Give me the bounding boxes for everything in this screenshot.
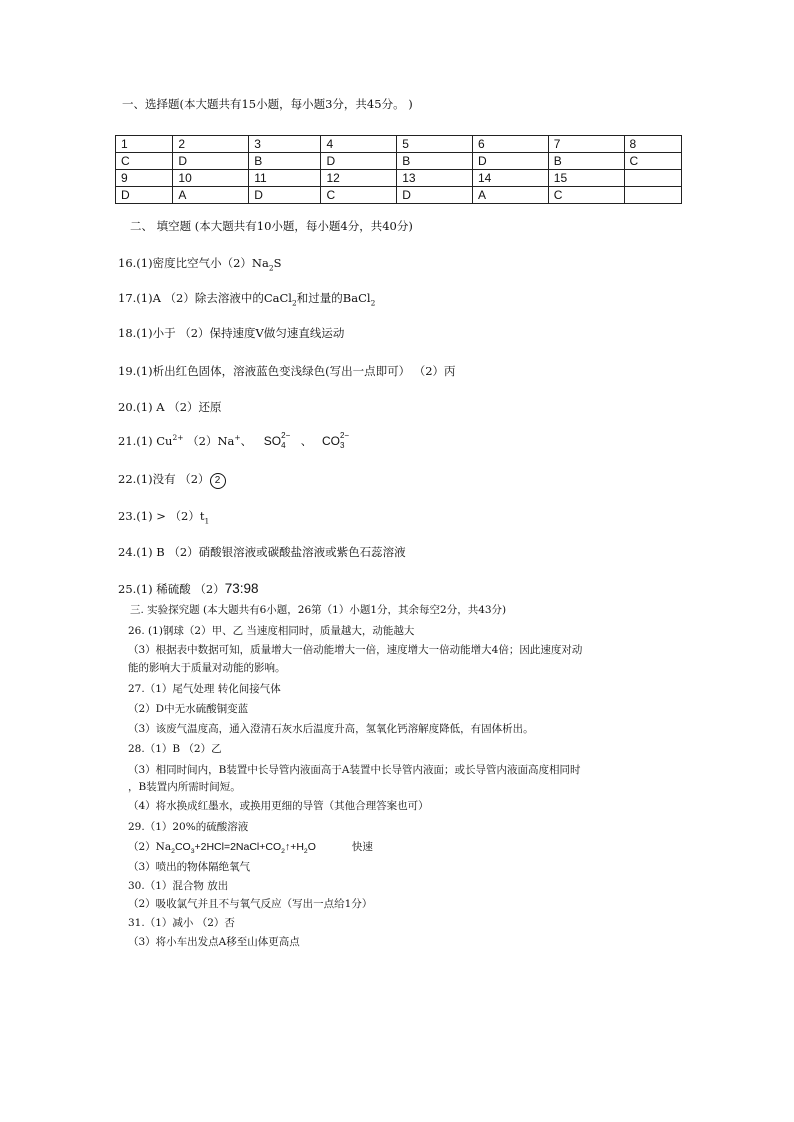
ion-subscript: 3 [339, 441, 345, 450]
table-cell: 15 [548, 170, 624, 187]
answer-27-line: （3）该废气温度高，通入澄清石灰水后温度升高，氢氧化钙溶解度降低，有固体析出。 [128, 723, 534, 735]
table-cell: 6 [473, 136, 549, 153]
subscript: 2 [281, 848, 285, 856]
answer-29-text: （2）Na [128, 841, 172, 853]
answer-19: 19.(1)析出红色固体，溶液蓝色变浅绿色(写出一点即可） （2）丙 [118, 364, 456, 378]
section3-heading: 三. 实验探究题 (本大题共有6小题，26第（1）小题1分，其余每空2分，共43分) [130, 604, 507, 616]
table-cell: A [173, 187, 249, 204]
answer-27-line: （2）D中无水硫酸铜变蓝 [128, 703, 249, 715]
ion-formula: CO [321, 434, 340, 448]
answer-23 [118, 510, 209, 526]
answer-17-text: 和过量的BaCl [296, 291, 371, 305]
table-cell: D [321, 153, 397, 170]
ion-charge: 2− [281, 431, 291, 440]
table-cell: B [249, 153, 321, 170]
table-cell: B [548, 153, 624, 170]
answer-25 [118, 581, 259, 597]
answer-20: 20.(1) A （2）还原 [118, 400, 222, 414]
formula-part: +2HCl=2NaCl+CO [194, 841, 282, 853]
subscript: 3 [190, 848, 195, 856]
answer-26-line: 26. (1)钢球（2）甲、乙 当速度相同时，质量越大，动能越大 [128, 625, 415, 637]
table-cell: D [173, 153, 249, 170]
answer-29-text: 快速 [351, 841, 373, 853]
answer-29-line: （3）喷出的物体隔绝氧气 [128, 861, 251, 873]
subscript: 2 [268, 263, 274, 273]
section2-heading: 二、 填空题 (本大题共有10小题，每小题4分，共40分) [130, 219, 413, 233]
table-cell: 7 [548, 136, 624, 153]
table-cell: 9 [116, 170, 173, 187]
answer-17-text: 17.(1)A （2）除去溶液中的CaCl [118, 291, 292, 305]
answer-31-line: 31.（1）减小 （2）否 [128, 917, 235, 929]
ion-charge: 2− [339, 431, 350, 440]
answer-30-line: （2）吸收氯气并且不与氧气反应（写出一点给1分） [128, 898, 373, 910]
table-cell: D [397, 187, 473, 204]
answer-23-text: 23.(1) > （2）t [118, 509, 205, 523]
table-row [116, 153, 682, 170]
table-cell: C [116, 153, 173, 170]
answer-30-line: 30.（1）混合物 放出 [128, 880, 229, 892]
answer-table [115, 135, 682, 204]
answer-28-line: （4）将水换成红墨水，或换用更细的导管（其他合理答案也可） [128, 800, 429, 812]
subscript: 2 [370, 298, 376, 308]
answer-21-text: 、 [300, 434, 316, 448]
subscript: 2 [303, 848, 308, 856]
answer-26-line: 能的影响大于质量对动能的影响。 [128, 662, 286, 674]
formula-part: CO [174, 841, 191, 853]
ion-formula: SO [263, 434, 282, 448]
table-cell [624, 170, 681, 187]
table-cell: 13 [397, 170, 473, 187]
answer-28-line: ，B装置内所需时间短。 [128, 781, 241, 793]
chemical-equation [171, 841, 316, 856]
answer-24: 24.(1) B （2）硝酸银溶液或碳酸盐溶液或紫色石蕊溶液 [118, 545, 406, 559]
table-cell: 8 [624, 136, 681, 153]
superscript: + [234, 433, 241, 443]
table-cell: C [624, 153, 681, 170]
table-cell: B [397, 153, 473, 170]
answer-21 [118, 431, 350, 450]
answer-29-line: 29.（1）20%的硫酸溶液 [128, 821, 249, 833]
answer-27-line: 27.（1）尾气处理 转化间接气体 [128, 683, 281, 695]
table-cell: 5 [397, 136, 473, 153]
formula-part: ↑+H [284, 841, 304, 853]
answer-22-text: 22.(1)没有 （2） [118, 472, 210, 486]
answer-22 [118, 473, 226, 489]
table-cell: 4 [321, 136, 397, 153]
table-cell: 2 [173, 136, 249, 153]
answer-16-text: S [273, 256, 282, 270]
answer-29-line [128, 841, 373, 856]
table-cell [624, 187, 681, 204]
table-cell: D [249, 187, 321, 204]
subscript: 2 [292, 298, 297, 308]
answer-18: 18.(1)小于 （2）保持速度V做匀速直线运动 [118, 326, 345, 340]
subscript: 1 [204, 516, 210, 526]
formula-part: O [307, 841, 316, 853]
answer-26-line: （3）根据表中数据可知，质量增大一倍动能增大一倍，速度增大一倍动能增大4倍；因此速度对动 [128, 644, 583, 656]
answer-21-text: 21.(1) Cu [118, 434, 173, 448]
table-cell: 11 [249, 170, 321, 187]
table-cell: C [321, 187, 397, 204]
ratio-value: 73:98 [224, 581, 259, 596]
table-cell: 3 [249, 136, 321, 153]
ion-subscript: 4 [281, 441, 286, 450]
circled-number: 2 [210, 473, 226, 489]
table-row [116, 136, 682, 153]
table-cell: C [548, 187, 624, 204]
answer-17 [118, 292, 375, 308]
superscript: 2+ [172, 433, 184, 443]
answer-31-line: （3）将小车出发点A移至山体更高点 [128, 936, 300, 948]
table-cell: 12 [321, 170, 397, 187]
answer-16 [118, 257, 281, 273]
table-cell: D [473, 153, 549, 170]
table-cell: A [473, 187, 549, 204]
table-cell: D [116, 187, 173, 204]
answer-21-text: （2）Na [183, 434, 235, 448]
answer-21-text: 、 [240, 434, 253, 448]
table-row [116, 187, 682, 204]
sulfate-ion [263, 431, 291, 450]
section1-heading: 一、选择题(本大题共有15小题，每小题3分，共45分。 ) [122, 97, 413, 111]
table-cell: 10 [173, 170, 249, 187]
answer-25-text: 25.(1) 稀硫酸 （2） [118, 582, 225, 596]
table-row [116, 170, 682, 187]
answer-28-line: 28.（1）B （2）乙 [128, 743, 222, 755]
table-cell: 1 [116, 136, 173, 153]
carbonate-ion [321, 431, 350, 450]
answer-28-line: （3）相同时间内，B装置中长导管内液面高于A装置中长导管内液面；或长导管内液面高度相同时 [128, 764, 581, 776]
subscript: 2 [171, 848, 175, 856]
answer-16-text: 16.(1)密度比空气小（2）Na [118, 256, 269, 270]
table-cell: 14 [473, 170, 549, 187]
